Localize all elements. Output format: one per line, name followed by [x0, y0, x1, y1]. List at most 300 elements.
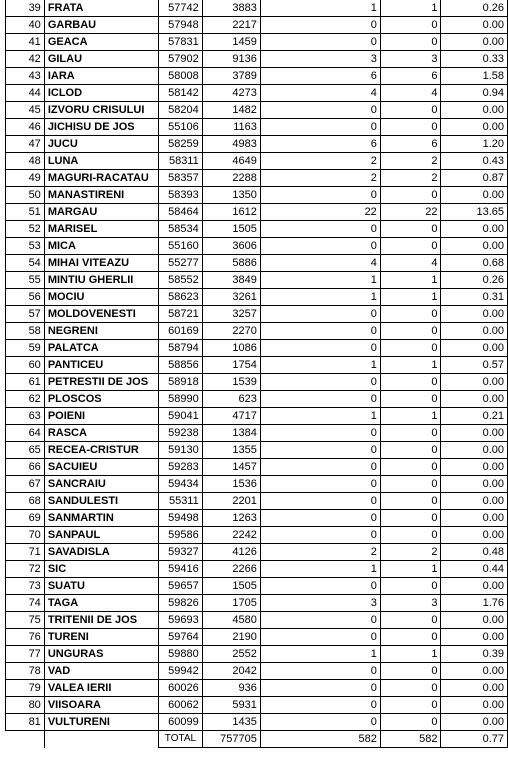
- population-cell: 1435: [202, 714, 260, 731]
- rate-cell: 0.68: [441, 255, 508, 272]
- cases-b-cell: 0: [380, 340, 441, 357]
- cases-b-cell: 0: [380, 17, 441, 34]
- row-number-cell: 40: [6, 17, 45, 34]
- rate-cell: 0.31: [441, 289, 508, 306]
- population-cell: 2266: [202, 561, 260, 578]
- locality-name-cell: TURENI: [44, 629, 158, 646]
- locality-code-cell: 55106: [159, 119, 203, 136]
- table-row: [6, 646, 508, 663]
- locality-code-cell: 59657: [159, 578, 203, 595]
- locality-name-cell: MAGURI-RACATAU: [44, 170, 158, 187]
- row-number-cell: 44: [6, 85, 45, 102]
- cases-a-cell: 0: [260, 527, 380, 544]
- table-row: [6, 17, 508, 34]
- locality-code-cell: 58311: [159, 153, 203, 170]
- locality-name-cell: NEGRENI: [44, 323, 158, 340]
- table-row: [6, 357, 508, 374]
- row-number-cell: 42: [6, 51, 45, 68]
- rate-cell: 0.00: [441, 663, 508, 680]
- locality-name-cell: PANTICEU: [44, 357, 158, 374]
- locality-code-cell: 59327: [159, 544, 203, 561]
- population-cell: 1459: [202, 34, 260, 51]
- cases-b-cell: 0: [380, 425, 441, 442]
- locality-name-cell: ICLOD: [44, 85, 158, 102]
- cases-b-cell: 2: [380, 153, 441, 170]
- population-cell: 3883: [202, 0, 260, 17]
- cases-b-cell: 0: [380, 221, 441, 238]
- locality-name-cell: PALATCA: [44, 340, 158, 357]
- cases-a-cell: 1: [260, 272, 380, 289]
- table-row: [6, 391, 508, 408]
- table-row: [6, 289, 508, 306]
- population-cell: 4983: [202, 136, 260, 153]
- row-number-cell: 72: [6, 561, 45, 578]
- locality-name-cell: MARISEL: [44, 221, 158, 238]
- rate-cell: 0.00: [441, 697, 508, 714]
- table-row: [6, 306, 508, 323]
- rate-cell: 0.00: [441, 578, 508, 595]
- locality-name-cell: RASCA: [44, 425, 158, 442]
- row-number-cell: 60: [6, 357, 45, 374]
- table-row: [6, 136, 508, 153]
- locality-name-cell: TRITENII DE JOS: [44, 612, 158, 629]
- total-rate: 0.77: [441, 731, 508, 748]
- population-cell: 4273: [202, 85, 260, 102]
- cases-a-cell: 4: [260, 85, 380, 102]
- cases-a-cell: 0: [260, 238, 380, 255]
- cases-a-cell: 0: [260, 714, 380, 731]
- table-row: [6, 323, 508, 340]
- row-number-cell: 75: [6, 612, 45, 629]
- population-cell: 2552: [202, 646, 260, 663]
- row-number-cell: 49: [6, 170, 45, 187]
- population-cell: 1086: [202, 340, 260, 357]
- table-row: [6, 663, 508, 680]
- cases-a-cell: 1: [260, 646, 380, 663]
- cases-b-cell: 0: [380, 323, 441, 340]
- locality-name-cell: SUATU: [44, 578, 158, 595]
- cases-a-cell: 0: [260, 680, 380, 697]
- locality-name-cell: MANASTIRENI: [44, 187, 158, 204]
- cases-a-cell: 3: [260, 51, 380, 68]
- total-label: TOTAL: [159, 731, 203, 748]
- population-cell: 3261: [202, 289, 260, 306]
- locality-name-cell: PETRESTII DE JOS: [44, 374, 158, 391]
- cases-b-cell: 0: [380, 612, 441, 629]
- locality-code-cell: 58918: [159, 374, 203, 391]
- row-number-cell: 59: [6, 340, 45, 357]
- cases-b-cell: 0: [380, 629, 441, 646]
- table-row: [6, 459, 508, 476]
- locality-name-cell: SIC: [44, 561, 158, 578]
- locality-code-cell: 60169: [159, 323, 203, 340]
- row-number-cell: 46: [6, 119, 45, 136]
- row-number-cell: 57: [6, 306, 45, 323]
- cases-b-cell: 0: [380, 34, 441, 51]
- row-number-cell: 66: [6, 459, 45, 476]
- locality-code-cell: 59041: [159, 408, 203, 425]
- rate-cell: 0.00: [441, 221, 508, 238]
- locality-code-cell: 59416: [159, 561, 203, 578]
- row-number-cell: 41: [6, 34, 45, 51]
- population-cell: 1457: [202, 459, 260, 476]
- table-row: [6, 238, 508, 255]
- row-number-cell: 52: [6, 221, 45, 238]
- rate-cell: 0.00: [441, 34, 508, 51]
- locality-code-cell: 58721: [159, 306, 203, 323]
- row-number-cell: 77: [6, 646, 45, 663]
- rate-cell: 1.76: [441, 595, 508, 612]
- rate-cell: 0.57: [441, 357, 508, 374]
- locality-name-cell: JUCU: [44, 136, 158, 153]
- rate-cell: 0.00: [441, 323, 508, 340]
- cases-a-cell: 0: [260, 340, 380, 357]
- row-number-cell: 55: [6, 272, 45, 289]
- total-cases-a: 582: [260, 731, 380, 748]
- total-population: 757705: [202, 731, 260, 748]
- row-number-cell: 73: [6, 578, 45, 595]
- table-row: [6, 697, 508, 714]
- table-row: [6, 425, 508, 442]
- population-cell: 2201: [202, 493, 260, 510]
- cases-a-cell: 0: [260, 221, 380, 238]
- population-cell: 3789: [202, 68, 260, 85]
- population-cell: 1355: [202, 442, 260, 459]
- rate-cell: 0.39: [441, 646, 508, 663]
- cases-b-cell: 0: [380, 510, 441, 527]
- locality-name-cell: LUNA: [44, 153, 158, 170]
- total-cases-b: 582: [380, 731, 441, 748]
- cases-b-cell: 6: [380, 68, 441, 85]
- cases-a-cell: 4: [260, 255, 380, 272]
- cases-b-cell: 0: [380, 527, 441, 544]
- row-number-cell: 78: [6, 663, 45, 680]
- population-cell: 1163: [202, 119, 260, 136]
- row-number-cell: 71: [6, 544, 45, 561]
- row-number-cell: 80: [6, 697, 45, 714]
- table-row: [6, 187, 508, 204]
- locality-code-cell: 55160: [159, 238, 203, 255]
- rate-cell: 0.00: [441, 425, 508, 442]
- population-cell: 1612: [202, 204, 260, 221]
- rate-cell: 0.43: [441, 153, 508, 170]
- population-cell: 623: [202, 391, 260, 408]
- rate-cell: 0.00: [441, 510, 508, 527]
- locality-code-cell: 57742: [159, 0, 203, 17]
- rate-cell: 0.26: [441, 0, 508, 17]
- table-row: [6, 408, 508, 425]
- table-row: [6, 595, 508, 612]
- population-cell: 3849: [202, 272, 260, 289]
- population-cell: 2042: [202, 663, 260, 680]
- rate-cell: 0.00: [441, 102, 508, 119]
- table-row: [6, 714, 508, 731]
- locality-code-cell: 59942: [159, 663, 203, 680]
- cases-a-cell: 1: [260, 0, 380, 17]
- locality-name-cell: GEACA: [44, 34, 158, 51]
- cases-b-cell: 0: [380, 493, 441, 510]
- population-cell: 1539: [202, 374, 260, 391]
- table-row: [6, 204, 508, 221]
- rate-cell: 0.00: [441, 340, 508, 357]
- cases-a-cell: 0: [260, 17, 380, 34]
- table-row: [6, 85, 508, 102]
- row-number-cell: 56: [6, 289, 45, 306]
- cases-a-cell: 2: [260, 153, 380, 170]
- locality-code-cell: 57831: [159, 34, 203, 51]
- locality-name-cell: SANDULESTI: [44, 493, 158, 510]
- locality-name-cell: MOCIU: [44, 289, 158, 306]
- locality-name-cell: SANCRAIU: [44, 476, 158, 493]
- rate-cell: 0.21: [441, 408, 508, 425]
- cases-b-cell: 0: [380, 119, 441, 136]
- locality-code-cell: 59434: [159, 476, 203, 493]
- cases-b-cell: 0: [380, 102, 441, 119]
- cases-b-cell: 22: [380, 204, 441, 221]
- row-number-cell: 68: [6, 493, 45, 510]
- locality-name-cell: MOLDOVENESTI: [44, 306, 158, 323]
- row-number-cell: 65: [6, 442, 45, 459]
- cases-b-cell: 0: [380, 459, 441, 476]
- locality-code-cell: 59238: [159, 425, 203, 442]
- cases-b-cell: 1: [380, 561, 441, 578]
- cases-a-cell: 0: [260, 697, 380, 714]
- cases-b-cell: 0: [380, 578, 441, 595]
- population-cell: 3606: [202, 238, 260, 255]
- locality-name-cell: MINTIU GHERLII: [44, 272, 158, 289]
- cases-b-cell: 0: [380, 306, 441, 323]
- locality-name-cell: GARBAU: [44, 17, 158, 34]
- population-cell: 2288: [202, 170, 260, 187]
- population-cell: 5931: [202, 697, 260, 714]
- locality-name-cell: SACUIEU: [44, 459, 158, 476]
- table-row: [6, 34, 508, 51]
- locality-code-cell: 55277: [159, 255, 203, 272]
- population-cell: 936: [202, 680, 260, 697]
- cases-a-cell: 0: [260, 612, 380, 629]
- locality-code-cell: 58357: [159, 170, 203, 187]
- locality-code-cell: 58008: [159, 68, 203, 85]
- locality-code-cell: 58552: [159, 272, 203, 289]
- cases-b-cell: 3: [380, 595, 441, 612]
- population-cell: 1350: [202, 187, 260, 204]
- row-number-cell: 54: [6, 255, 45, 272]
- table-row: [6, 578, 508, 595]
- cases-a-cell: 0: [260, 476, 380, 493]
- locality-code-cell: 58623: [159, 289, 203, 306]
- cases-b-cell: 0: [380, 697, 441, 714]
- table-row: [6, 629, 508, 646]
- population-cell: 1705: [202, 595, 260, 612]
- cases-a-cell: 6: [260, 136, 380, 153]
- locality-code-cell: 59826: [159, 595, 203, 612]
- row-number-cell: 74: [6, 595, 45, 612]
- locality-code-cell: 59586: [159, 527, 203, 544]
- population-cell: 1536: [202, 476, 260, 493]
- locality-code-cell: 58259: [159, 136, 203, 153]
- locality-code-cell: 58534: [159, 221, 203, 238]
- table-row: [6, 102, 508, 119]
- locality-name-cell: SANPAUL: [44, 527, 158, 544]
- table-row: [6, 170, 508, 187]
- cases-b-cell: 6: [380, 136, 441, 153]
- rate-cell: 0.00: [441, 187, 508, 204]
- locality-code-cell: 58204: [159, 102, 203, 119]
- cases-a-cell: 0: [260, 629, 380, 646]
- rate-cell: 0.00: [441, 306, 508, 323]
- cases-a-cell: 3: [260, 595, 380, 612]
- locality-code-cell: 58142: [159, 85, 203, 102]
- cases-b-cell: 0: [380, 476, 441, 493]
- rate-cell: 0.00: [441, 17, 508, 34]
- row-number-cell: 69: [6, 510, 45, 527]
- cases-a-cell: 0: [260, 102, 380, 119]
- cases-a-cell: 0: [260, 510, 380, 527]
- locality-code-cell: 58856: [159, 357, 203, 374]
- locality-name-cell: PLOSCOS: [44, 391, 158, 408]
- cases-b-cell: 2: [380, 170, 441, 187]
- locality-code-cell: 59693: [159, 612, 203, 629]
- cases-a-cell: 0: [260, 578, 380, 595]
- table-row: [6, 221, 508, 238]
- cases-b-cell: 1: [380, 646, 441, 663]
- population-cell: 2270: [202, 323, 260, 340]
- row-number-cell: 70: [6, 527, 45, 544]
- cases-b-cell: 0: [380, 391, 441, 408]
- cases-a-cell: 0: [260, 493, 380, 510]
- population-cell: 4580: [202, 612, 260, 629]
- table-row: [6, 272, 508, 289]
- locality-code-cell: 60099: [159, 714, 203, 731]
- row-number-cell: 50: [6, 187, 45, 204]
- population-cell: 2217: [202, 17, 260, 34]
- cases-a-cell: 2: [260, 170, 380, 187]
- cases-b-cell: 1: [380, 289, 441, 306]
- cases-a-cell: 22: [260, 204, 380, 221]
- locality-name-cell: MARGAU: [44, 204, 158, 221]
- cases-b-cell: 0: [380, 714, 441, 731]
- locality-code-cell: 59764: [159, 629, 203, 646]
- locality-name-cell: VIISOARA: [44, 697, 158, 714]
- locality-name-cell: JICHISU DE JOS: [44, 119, 158, 136]
- cases-b-cell: 1: [380, 272, 441, 289]
- locality-name-cell: GILAU: [44, 51, 158, 68]
- table-row: [6, 68, 508, 85]
- cases-b-cell: 2: [380, 544, 441, 561]
- locality-name-cell: SAVADISLA: [44, 544, 158, 561]
- locality-name-cell: RECEA-CRISTUR: [44, 442, 158, 459]
- row-number-cell: 45: [6, 102, 45, 119]
- locality-code-cell: 60026: [159, 680, 203, 697]
- locality-code-cell: 58393: [159, 187, 203, 204]
- locality-name-cell: IARA: [44, 68, 158, 85]
- table-row: [6, 340, 508, 357]
- row-number-cell: 64: [6, 425, 45, 442]
- rate-cell: 0.33: [441, 51, 508, 68]
- table-row: [6, 544, 508, 561]
- population-cell: 1754: [202, 357, 260, 374]
- population-cell: 4126: [202, 544, 260, 561]
- cases-a-cell: 0: [260, 391, 380, 408]
- cases-a-cell: 1: [260, 289, 380, 306]
- table-row: [6, 527, 508, 544]
- rate-cell: 0.00: [441, 374, 508, 391]
- rate-cell: 0.00: [441, 629, 508, 646]
- population-cell: 1505: [202, 221, 260, 238]
- table-row: [6, 612, 508, 629]
- table-row: [6, 51, 508, 68]
- population-cell: 1384: [202, 425, 260, 442]
- cases-b-cell: 4: [380, 255, 441, 272]
- table-row: [6, 476, 508, 493]
- locality-code-cell: 55311: [159, 493, 203, 510]
- locality-name-cell: SANMARTIN: [44, 510, 158, 527]
- locality-code-cell: 59130: [159, 442, 203, 459]
- population-cell: 3257: [202, 306, 260, 323]
- cases-a-cell: 1: [260, 357, 380, 374]
- cases-a-cell: 6: [260, 68, 380, 85]
- rate-cell: 0.94: [441, 85, 508, 102]
- rate-cell: 0.00: [441, 119, 508, 136]
- table-row: [6, 561, 508, 578]
- row-number-cell: 81: [6, 714, 45, 731]
- table-row: [6, 374, 508, 391]
- cases-a-cell: 0: [260, 442, 380, 459]
- locality-code-cell: 60062: [159, 697, 203, 714]
- cases-a-cell: 0: [260, 119, 380, 136]
- cases-b-cell: 1: [380, 357, 441, 374]
- row-number-cell: 63: [6, 408, 45, 425]
- total-blank-cell: [44, 731, 158, 748]
- row-number-cell: 48: [6, 153, 45, 170]
- row-number-cell: 61: [6, 374, 45, 391]
- cases-b-cell: 0: [380, 187, 441, 204]
- rate-cell: 0.00: [441, 612, 508, 629]
- rate-cell: 0.87: [441, 170, 508, 187]
- rate-cell: 0.00: [441, 391, 508, 408]
- table-row: [6, 510, 508, 527]
- locality-name-cell: VALEA IERII: [44, 680, 158, 697]
- population-cell: 1505: [202, 578, 260, 595]
- cases-b-cell: 1: [380, 0, 441, 17]
- data-table: [5, 0, 508, 748]
- locality-code-cell: 58794: [159, 340, 203, 357]
- locality-name-cell: IZVORU CRISULUI: [44, 102, 158, 119]
- locality-name-cell: POIENI: [44, 408, 158, 425]
- cases-b-cell: 0: [380, 680, 441, 697]
- cases-a-cell: 0: [260, 34, 380, 51]
- locality-name-cell: FRATA: [44, 0, 158, 17]
- table-row: [6, 153, 508, 170]
- row-number-cell: 67: [6, 476, 45, 493]
- locality-code-cell: 57902: [159, 51, 203, 68]
- rate-cell: 1.58: [441, 68, 508, 85]
- table-body: [6, 0, 508, 731]
- cases-b-cell: 0: [380, 374, 441, 391]
- row-number-cell: 79: [6, 680, 45, 697]
- rate-cell: 0.00: [441, 527, 508, 544]
- cases-b-cell: 0: [380, 442, 441, 459]
- locality-name-cell: UNGURAS: [44, 646, 158, 663]
- rate-cell: 0.44: [441, 561, 508, 578]
- row-number-cell: 43: [6, 68, 45, 85]
- locality-code-cell: 59880: [159, 646, 203, 663]
- row-number-cell: 39: [6, 0, 45, 17]
- cases-a-cell: 1: [260, 408, 380, 425]
- table-row: [6, 119, 508, 136]
- locality-name-cell: VAD: [44, 663, 158, 680]
- table-row: [6, 0, 508, 17]
